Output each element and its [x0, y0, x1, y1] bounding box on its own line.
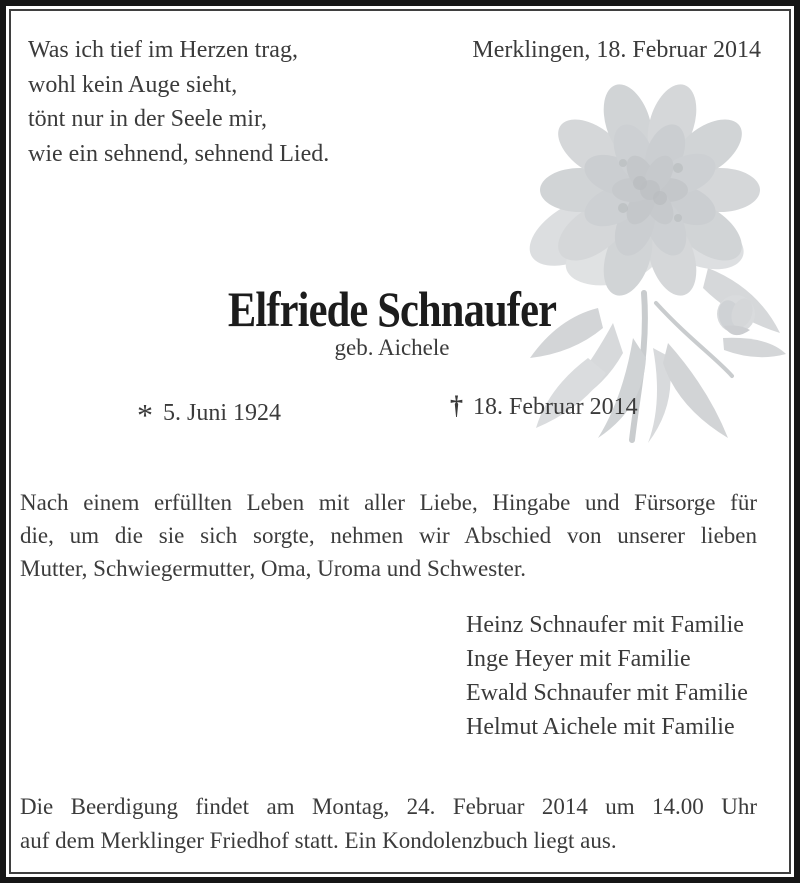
- birth-date-text: 5. Juni 1924: [163, 400, 282, 426]
- mourners-list: [466, 608, 748, 744]
- announcement-text: [20, 486, 757, 585]
- death-cross-symbol: †: [450, 391, 463, 420]
- funeral-info-line: auf dem Merklinger Friedhof statt. Ein Kondolenzbuch liegt aus.: [20, 828, 617, 853]
- birth-star-symbol: *: [137, 397, 153, 433]
- poem-line: tönt nur in der Seele mir,: [28, 106, 267, 132]
- mourner-line: Ewald Schnaufer mit Familie: [466, 680, 748, 706]
- funeral-info-text: [20, 790, 757, 858]
- announcement-line: Mutter, Schwiegermutter, Oma, Uroma und Schwester.: [20, 556, 526, 581]
- place-dateline: Merklingen, 18. Februar 2014: [472, 37, 761, 63]
- mourner-line: Inge Heyer mit Familie: [466, 646, 691, 672]
- deceased-name: Elfriede Schnaufer: [227, 281, 557, 337]
- announcement-line: die, um die sie sich sorgte, nehmen wir Abschied von unserer lieben: [20, 523, 757, 548]
- announcement-line: Nach einem erfüllten Leben mit aller Liebe, Hingabe und Fürsorge für: [20, 490, 757, 515]
- poem-line: wie ein sehnend, sehnend Lied.: [28, 140, 330, 167]
- birth-date: [137, 391, 282, 433]
- poem-line: Was ich tief im Herzen trag,: [28, 37, 298, 63]
- life-dates: [6, 391, 794, 431]
- mourner-line: Helmut Aichele mit Familie: [466, 714, 735, 740]
- maiden-name: geb. Aichele: [334, 335, 450, 360]
- mourner-line: Heinz Schnaufer mit Familie: [466, 612, 744, 638]
- poem-line: wohl kein Auge sieht,: [28, 71, 238, 98]
- funeral-info-line: Die Beerdigung findet am Montag, 24. Februar 2014 um 14.00 Uhr: [20, 794, 757, 819]
- death-date-text: 18. Februar 2014: [473, 394, 638, 420]
- memorial-poem: [28, 33, 329, 171]
- death-date: [450, 391, 638, 421]
